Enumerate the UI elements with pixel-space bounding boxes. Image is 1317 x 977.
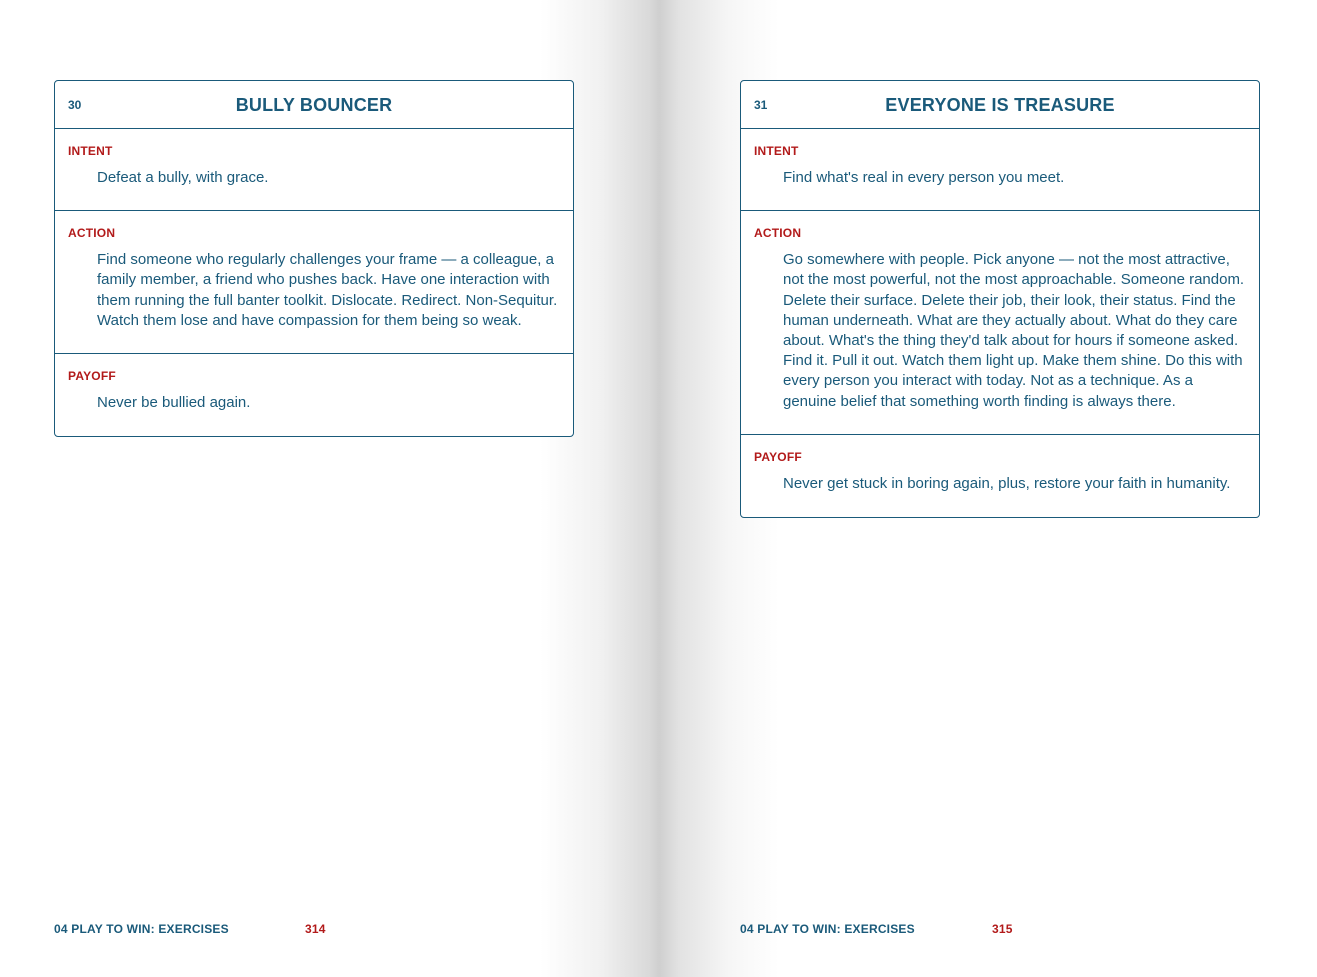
card-header — [741, 81, 1259, 129]
footer-page-number: 314 — [305, 922, 326, 936]
card-title: BULLY BOUNCER — [235, 95, 393, 115]
intent-section — [55, 129, 573, 211]
intent-section — [741, 129, 1259, 211]
footer-section-title: 04 PLAY TO WIN: EXERCISES — [740, 922, 915, 936]
card-number: 31 — [754, 98, 768, 112]
card-title: EVERYONE IS TREASURE — [885, 95, 1115, 115]
action-label: ACTION — [68, 226, 116, 241]
payoff-section — [741, 435, 1259, 517]
payoff-label: PAYOFF — [754, 449, 802, 464]
card-header — [55, 81, 573, 129]
payoff-section — [55, 354, 573, 436]
card-number: 30 — [68, 98, 82, 112]
action-section — [741, 211, 1259, 435]
intent-text: Find what's real in every person you meet. — [783, 169, 1065, 186]
exercise-card-30 — [54, 80, 574, 437]
payoff-text: Never get stuck in boring again, plus, restore your faith in humanity. — [783, 474, 1231, 492]
action-text: Go somewhere with people. Pick anyone — not the most attractive, not the most powerful, not the most approachable. Someone random. Delete their surface. Delete their job, their look, their status. Find the human underneath. What are they actually about. What do they care about. What's the thing they'd talk about for hours if someone asked. Find it. Pull it out. Watch them light up. Make them shine. Do this with every person you interact with today. Not as a technique. As a genuine belief that something worth finding is always there. — [783, 251, 1245, 410]
footer-page-number: 315 — [992, 922, 1013, 936]
action-section — [55, 211, 573, 354]
footer-section-title: 04 PLAY TO WIN: EXERCISES — [54, 922, 229, 936]
intent-label: INTENT — [68, 144, 113, 158]
exercise-card-31 — [740, 80, 1260, 518]
payoff-text: Never be bullied again. — [97, 394, 251, 412]
right-page — [659, 0, 1317, 977]
intent-text: Defeat a bully, with grace. — [97, 169, 269, 186]
action-label: ACTION — [754, 226, 802, 241]
action-text: Find someone who regularly challenges your frame — a colleague, a family member, a friend who pushes back. Have one interaction with them running the full banter toolkit. Dislocate. Redirect. Non-Sequitur. Watch them lose and have compassion for them being so weak. — [97, 251, 558, 329]
intent-label: INTENT — [754, 144, 799, 158]
payoff-label: PAYOFF — [68, 369, 116, 384]
